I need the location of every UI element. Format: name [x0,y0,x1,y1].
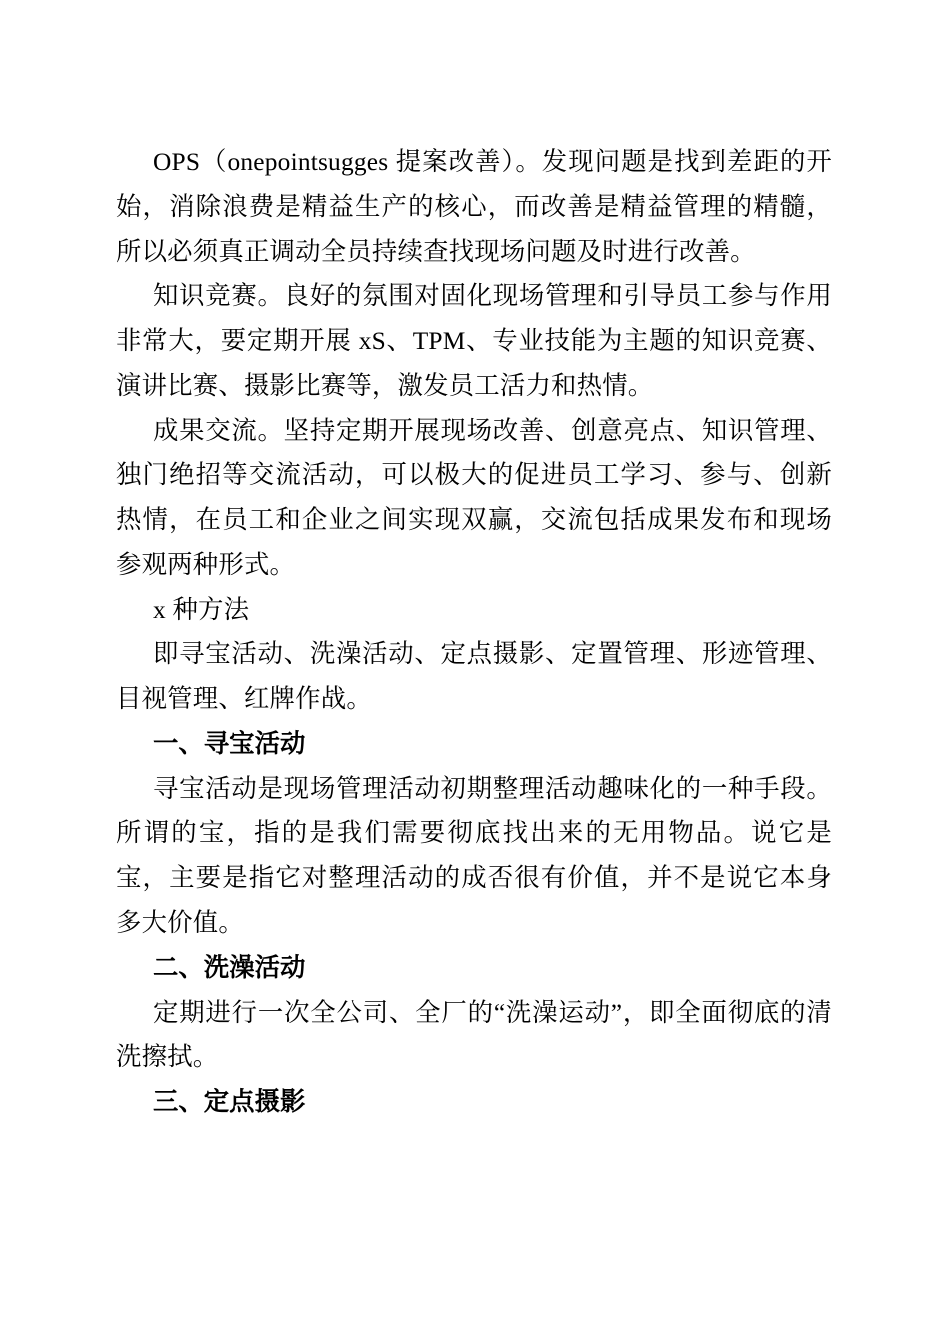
paragraph-ops-suggestion: OPS（onepointsugges 提案改善）。发现问题是找到差距的开始，消除浪费是精益生产的核心，而改善是精益管理的精髓，所以必须真正调动全员持续查找现场问题及时进行改善。 [116,148,832,266]
document-text-area [116,140,832,1125]
section-heading-fixed-point-photography: 三、定点摄影 [153,1088,306,1117]
paragraph-bathing-detail: 定期进行一次全公司、全厂的“洗澡运动”，即全面彻底的清洗擦拭。 [116,998,832,1072]
section-heading-treasure-hunt: 一、寻宝活动 [153,729,306,758]
paragraph-x-methods: x 种方法 [153,595,250,624]
paragraph-knowledge-contest: 知识竞赛。良好的氛围对固化现场管理和引导员工参与作用非常大，要定期开展 xS、TPM、专业技能为主题的知识竞赛、演讲比赛、摄影比赛等，激发员工活力和热情。 [116,282,832,400]
paragraph-results-exchange: 成果交流。坚持定期开展现场改善、创意亮点、知识管理、独门绝招等交流活动，可以极大的促进员工学习、参与、创新热情，在员工和企业之间实现双赢，交流包括成果发布和现场参观两种形式。 [116,416,832,579]
paragraph-methods-list: 即寻宝活动、洗澡活动、定点摄影、定置管理、形迹管理、目视管理、红牌作战。 [116,640,832,714]
section-heading-bathing-activity: 二、洗澡活动 [153,953,306,982]
paragraph-treasure-hunt-detail: 寻宝活动是现场管理活动初期整理活动趣味化的一种手段。所谓的宝，指的是我们需要彻底找出来的无用物品。说它是宝，主要是指它对整理活动的成否很有价值，并不是说它本身多大价值。 [116,774,832,938]
